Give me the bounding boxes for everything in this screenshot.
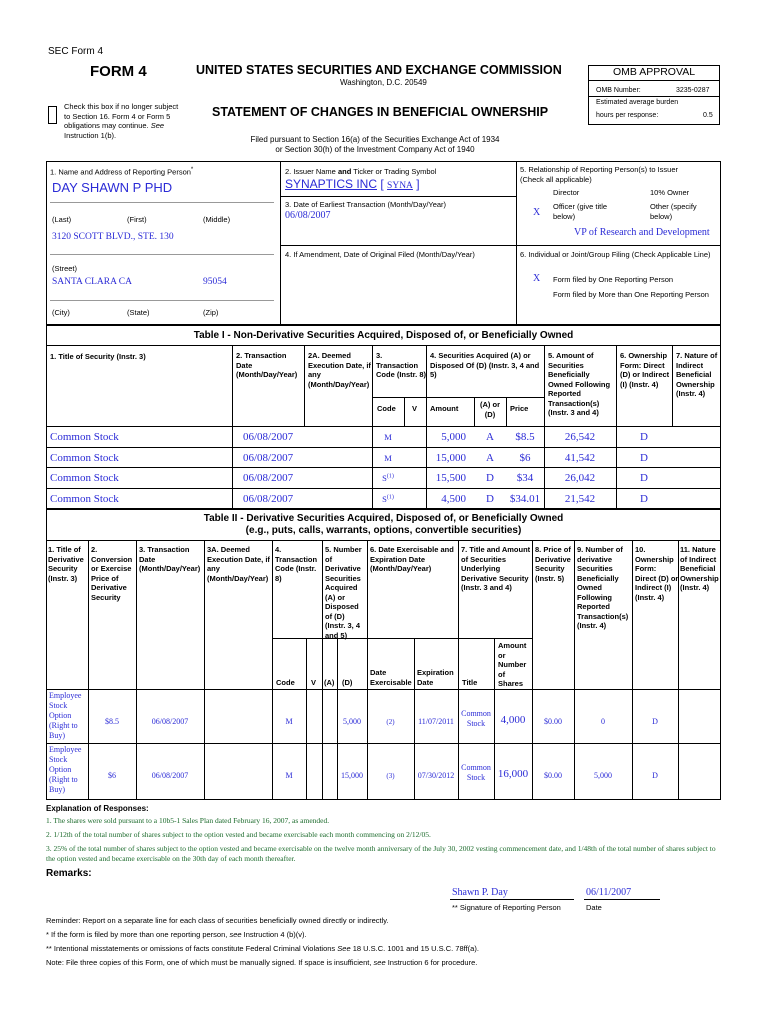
t1-row-price: $34.01 xyxy=(509,492,541,505)
t1-row-amount: 4,500 xyxy=(441,492,466,505)
t2-row-d: 5,000 xyxy=(343,717,361,726)
t1-h5: 5. Amount of Securities Beneficially Owned Following Reported Transaction(s) (Instr. 3 and 4) xyxy=(548,351,611,417)
t1-h2a: 2A. Deemed Execution Date, if any (Month/Day/Year) xyxy=(308,351,371,389)
t1-row-price: $34 xyxy=(516,472,534,484)
t2-row-owned: 5,000 xyxy=(594,771,612,780)
reminder-4: Note: File three copies of this Form, one of which must be manually signed. If space is insufficient, see Instruction 6 for procedure. xyxy=(46,958,478,967)
box2-label: 2. Issuer Name and Ticker or Trading Symbol xyxy=(285,167,437,176)
t1-h3: 3. Transaction Code (Instr. 8) xyxy=(376,351,427,379)
earliest-transaction-date: 06/08/2007 xyxy=(285,210,331,221)
t1-row-form: D xyxy=(640,451,648,464)
t2-exp: Expiration Date xyxy=(417,668,454,687)
t2-row-code: M xyxy=(285,717,293,726)
form-title: FORM 4 xyxy=(90,63,147,80)
officer-title: VP of Research and Development xyxy=(574,227,710,238)
remarks-title: Remarks: xyxy=(46,868,92,879)
t1-h7: 7. Nature of Indirect Beneficial Ownership (Instr. 4) xyxy=(676,351,718,398)
omb-burden-label: Estimated average burden xyxy=(596,99,679,106)
t1-amount: Amount xyxy=(430,404,459,413)
t1-row-title: Common Stock xyxy=(50,431,119,443)
t1-row-ad: A xyxy=(486,451,494,464)
city-value: SANTA CLARA CA xyxy=(52,277,133,287)
t2-h9: 9. Number of derivative Securities Beneficially Owned Following Reported Transaction(s) (Instr. 4) xyxy=(577,545,629,630)
t2-h1: 1. Title of Derivative Security (Instr. 3) xyxy=(48,545,84,583)
table2-title: Table II - Derivative Securities Acquired, Disposed of, or Beneficially Owned (e.g., puts, calls, warrants, options, convertible securities) xyxy=(203,513,564,536)
officer-check[interactable]: X xyxy=(533,207,541,218)
reporting-person-name: DAY SHAWN P PHD xyxy=(52,180,173,195)
t1-row-code: S xyxy=(382,493,387,504)
zip-label: (Zip) xyxy=(203,308,219,317)
one-person-check[interactable]: X xyxy=(533,273,541,284)
street-value: 3120 SCOTT BLVD., STE. 130 xyxy=(52,232,174,242)
t2-row-exercisable: (3) xyxy=(386,772,395,780)
t1-row-form: D xyxy=(640,492,648,505)
director-label: Director xyxy=(553,188,580,197)
t1-row-code: M xyxy=(384,432,392,442)
footnote-1: 1. The shares were sold pursuant to a 10b5-1 Sales Plan dated February 16, 2007, as amended. xyxy=(46,816,330,825)
signature-name: Shawn P. Day xyxy=(452,887,508,898)
t1-code: Code xyxy=(377,404,396,413)
explanation-title: Explanation of Responses: xyxy=(46,804,149,813)
t1-row-code: S xyxy=(382,473,387,483)
agency-city: Washington, D.C. 20549 xyxy=(340,78,427,87)
footnote-3: 3. 25% of the total number of shares subject to the option vested and became exercisable on the twelve month anniversary of the July 30, 2002 vesting commencement date, and 1/48th of the total number of shares subject to the option vested and became exercisable on the 30th day of each month thereafter. xyxy=(46,844,716,863)
t1-ad: (A) or (D) xyxy=(480,400,500,419)
t2-h7: 7. Title and Amount of Securities Underlying Derivative Security (Instr. 3 and 4) xyxy=(461,545,531,592)
t2-row-date: 06/08/2007 xyxy=(151,717,189,726)
t2-row-expiration: 07/30/2012 xyxy=(417,771,455,780)
box6-label: 6. Individual or Joint/Group Filing (Check Applicable Line) xyxy=(520,250,711,259)
signature-date: 06/11/2007 xyxy=(586,887,632,898)
last-label: (Last) xyxy=(52,215,72,224)
checkbox-text: Check this box if no longer subject to Section 16. Form 4 or Form 5 obligations may continue. See Instruction 1(b). xyxy=(64,102,179,140)
t1-row-title: Common Stock xyxy=(50,492,119,505)
t1-h1: 1. Title of Security (Instr. 3) xyxy=(50,352,146,361)
date-label: Date xyxy=(586,903,602,912)
t2-h10: 10. Ownership Form: Direct (D) or Indirect (I) (Instr. 4) xyxy=(635,545,679,602)
t2-h2: 2. Conversion or Exercise Price of Derivative Security xyxy=(91,545,133,602)
t2-row-amount: 4,000 xyxy=(500,714,526,726)
t2-row-price8: $0.00 xyxy=(544,771,562,780)
t2-row-form: D xyxy=(652,717,658,726)
t2-row-expiration: 11/07/2011 xyxy=(418,717,454,726)
t2-h6: 6. Date Exercisable and Expiration Date (Month/Day/Year) xyxy=(370,545,454,573)
t2-h3: 3. Transaction Date (Month/Day/Year) xyxy=(139,545,201,573)
t2-row-title: Employee Stock Option (Right to Buy) xyxy=(49,691,82,740)
t1-row-amount: 5,000 xyxy=(441,431,466,443)
t2-h5: 5. Number of Derivative Securities Acquired (A) or Disposed of (D) (Instr. 3, 4 and 5) xyxy=(325,545,362,640)
omb-title: OMB APPROVAL xyxy=(588,66,720,81)
t1-row-ad: A xyxy=(486,431,494,443)
t1-row-form: D xyxy=(640,472,648,484)
more-person-label: Form filed by More than One Reporting Person xyxy=(553,290,709,299)
officer-label: Officer (give title below) xyxy=(553,202,608,221)
t1-row-price: $6 xyxy=(519,451,531,464)
footnote-2: 2. 1/12th of the total number of shares subject to the option vested and became exercisable each month commencing on 2/12/05. xyxy=(46,830,431,839)
t1-v: V xyxy=(412,404,418,413)
t1-row-owned: 21,542 xyxy=(564,492,596,505)
t2-a: (A) xyxy=(324,678,335,687)
t2-row-code: M xyxy=(285,771,293,780)
street-label: (Street) xyxy=(52,264,78,273)
t1-row-owned: 41,542 xyxy=(564,451,596,464)
omb-hours-label: hours per response: xyxy=(596,112,659,119)
t1-row-footnote: (1) xyxy=(386,473,394,480)
t1-row-date: 06/08/2007 xyxy=(243,492,294,505)
middle-label: (Middle) xyxy=(203,215,231,224)
t1-row-footnote: (1) xyxy=(386,493,394,500)
box4-label: 4. If Amendment, Date of Original Filed (Month/Day/Year) xyxy=(285,250,475,259)
omb-number-label: OMB Number: xyxy=(596,87,641,94)
reminder-3: ** Intentional misstatements or omissions of facts constitute Federal Criminal Violations See 18 U.S.C. 1001 and 15 U.S.C. 78ff(a). xyxy=(46,944,479,953)
t1-price: Price xyxy=(510,404,529,413)
zip-value: 95054 xyxy=(203,277,227,287)
issuer-name[interactable]: SYNAPTICS INC [ SYNA ] xyxy=(285,177,420,191)
sec-form-label: SEC Form 4 xyxy=(48,46,104,57)
other-label: Other (specify below) xyxy=(650,202,697,221)
statement-title: STATEMENT OF CHANGES IN BENEFICIAL OWNERSHIP xyxy=(212,105,549,119)
city-label: (City) xyxy=(52,308,70,317)
t2-h11: 11. Nature of Indirect Beneficial Ownership (Instr. 4) xyxy=(680,545,719,592)
box3-label: 3. Date of Earliest Transaction (Month/Day/Year) xyxy=(285,200,447,209)
t2-row-price: $8.5 xyxy=(105,717,119,726)
t2-row-owned: 0 xyxy=(601,717,605,726)
t1-h2: 2. Transaction Date (Month/Day/Year) xyxy=(236,351,298,379)
t1-row-date: 06/08/2007 xyxy=(243,472,294,484)
t1-row-price: $8.5 xyxy=(515,431,535,443)
t1-row-code: M xyxy=(384,452,392,463)
t2-code: Code xyxy=(276,678,295,687)
t2-title: Title xyxy=(462,678,478,687)
t2-h8: 8. Price of Derivative Security (Instr. 5) xyxy=(535,545,571,583)
t2-row-exercisable: (2) xyxy=(386,718,395,726)
t1-row-amount: 15,500 xyxy=(435,472,466,484)
t2-row-form: D xyxy=(652,771,658,780)
checkbox[interactable] xyxy=(48,106,57,124)
t1-row-owned: 26,542 xyxy=(564,431,596,443)
t2-amount: Amount or Number of Shares xyxy=(498,641,527,688)
signature-label: ** Signature of Reporting Person xyxy=(452,903,561,912)
reminder-2: * If the form is filed by more than one reporting person, see Instruction 4 (b)(v). xyxy=(46,930,307,939)
t1-row-title: Common Stock xyxy=(50,451,119,464)
box5-label: 5. Relationship of Reporting Person(s) to Issuer (Check all applicable) xyxy=(520,165,678,184)
t1-row-date: 06/08/2007 xyxy=(243,431,294,443)
ten-pct-owner-label: 10% Owner xyxy=(650,188,690,197)
t1-row-amount: 15,000 xyxy=(435,451,466,464)
t1-row-form: D xyxy=(640,431,648,443)
t1-row-date: 06/08/2007 xyxy=(243,451,294,464)
t2-row-underlying: Common Stock xyxy=(461,709,491,728)
t1-row-title: Common Stock xyxy=(50,472,119,484)
t2-v: V xyxy=(311,678,317,687)
reminder-1: Reminder: Report on a separate line for each class of securities beneficially owned directly or indirectly. xyxy=(46,916,389,925)
t2-row-date: 06/08/2007 xyxy=(151,771,189,780)
t1-row-owned: 26,042 xyxy=(564,472,596,484)
agency-title: UNITED STATES SECURITIES AND EXCHANGE COMMISSION xyxy=(196,63,562,77)
t2-d: (D) xyxy=(342,678,353,687)
one-person-label: Form filed by One Reporting Person xyxy=(553,275,674,284)
t2-row-d: 15,000 xyxy=(341,771,363,780)
t1-h4: 4. Securities Acquired (A) or Disposed Of (D) (Instr. 3, 4 and 5) xyxy=(430,351,540,379)
t2-row-title: Employee Stock Option (Right to Buy) xyxy=(49,745,82,794)
t2-h4: 4. Transaction Code (Instr. 8) xyxy=(275,545,318,583)
state-label: (State) xyxy=(127,308,150,317)
omb-hours: 0.5 xyxy=(703,112,713,119)
t2-row-price8: $0.00 xyxy=(544,717,562,726)
t1-row-ad: D xyxy=(486,472,494,484)
t2-row-price: $6 xyxy=(108,771,116,780)
t2-h3a: 3A. Deemed Execution Date, if any (Month/Day/Year) xyxy=(207,545,270,583)
t2-row-underlying: Common Stock xyxy=(461,763,491,782)
first-label: (First) xyxy=(127,215,147,224)
t2-date-ex: Date Exercisable xyxy=(370,668,412,687)
t2-row-amount: 16,000 xyxy=(497,768,529,780)
omb-number: 3235-0287 xyxy=(676,87,710,94)
table1-title: Table I - Non-Derivative Securities Acquired, Disposed of, or Beneficially Owned xyxy=(193,330,574,341)
t1-row-ad: D xyxy=(486,492,494,505)
filed-pursuant: Filed pursuant to Section 16(a) of the Securities Exchange Act of 1934 or Section 30(h) of the Investment Company Act of 1940 xyxy=(250,135,500,154)
t1-h6: 6. Ownership Form: Direct (D) or Indirect (I) (Instr. 4) xyxy=(620,351,670,389)
box1-label: 1. Name and Address of Reporting Person* xyxy=(50,167,194,177)
